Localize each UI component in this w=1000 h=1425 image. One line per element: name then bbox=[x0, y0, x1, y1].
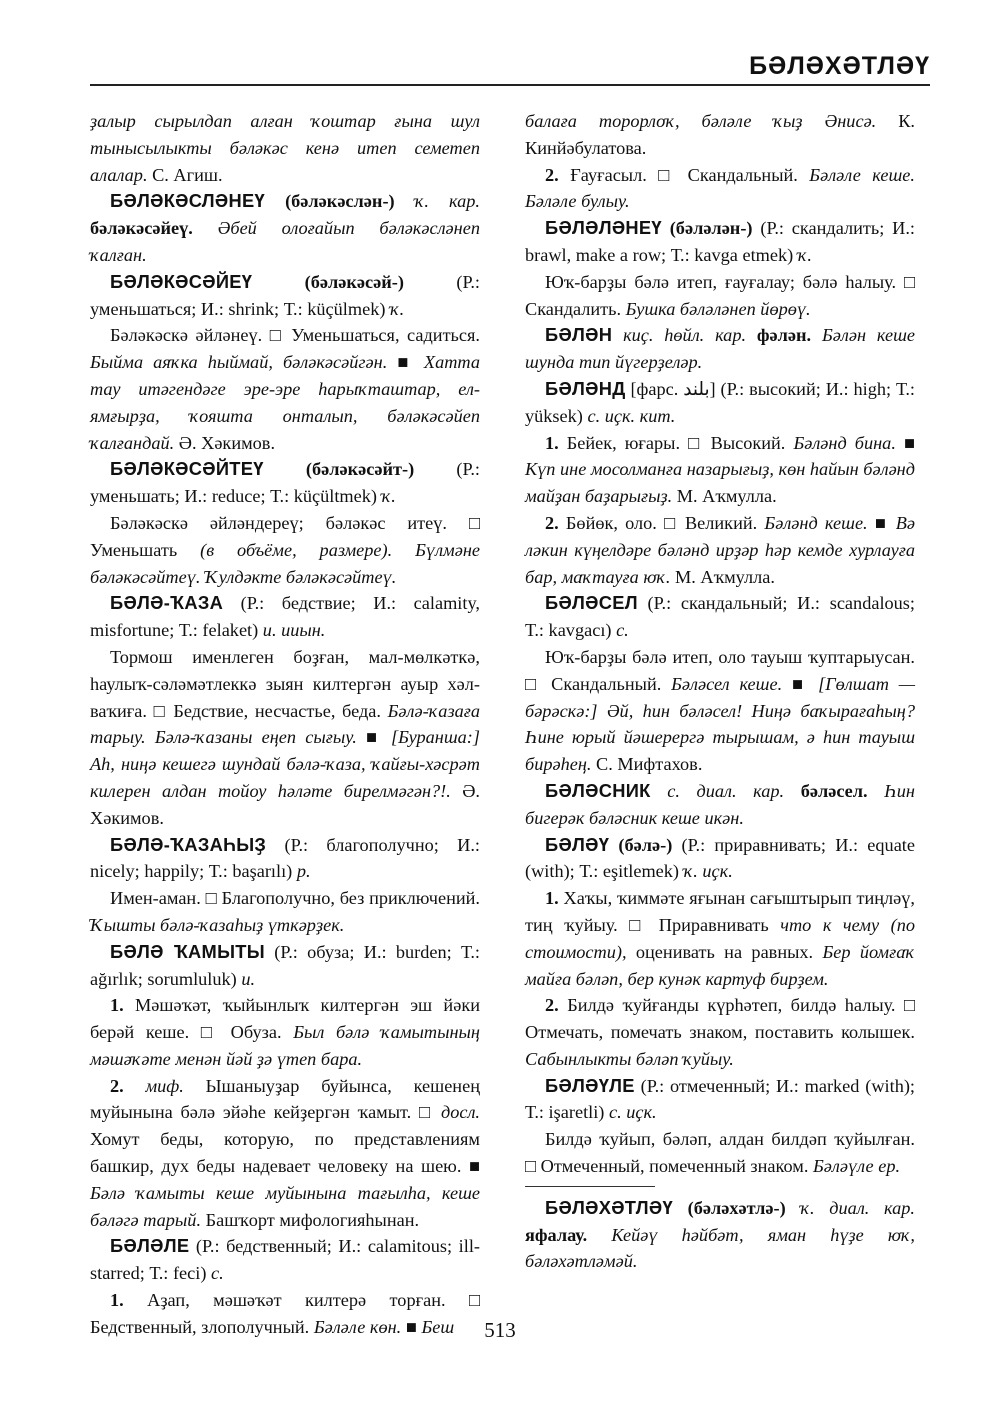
text-run: ҡ. кар. bbox=[414, 191, 480, 212]
text-run: и. ииын. bbox=[262, 620, 326, 641]
text-run: Билдә ҡуйғанды күрһәтеп, билдә һалыу. □ Отмечать, помечать знаком, поставить колышек. bbox=[525, 995, 915, 1043]
headword: БӘЛӘКӘСӘЙТЕҮ bbox=[110, 458, 264, 480]
text-run: Бәләкәскә әйләнеү. □ Уменьшаться, садиться. bbox=[110, 325, 480, 346]
text-run: (Р.: приравнивать; И.: equate (with); Т.: eşitlemek) bbox=[525, 834, 916, 882]
text-run: Бүлмәне бәләкәсәйтеү. Ҡулдәкте бәләкәсәйтеү. bbox=[90, 539, 480, 587]
text-run: (бәләхәтлә-) bbox=[672, 1197, 801, 1218]
dictionary-entry bbox=[90, 188, 480, 268]
text-run: с. bbox=[211, 1263, 224, 1284]
text-run: 2. bbox=[110, 1075, 124, 1096]
text-run: (бәләкәслән-) bbox=[264, 191, 415, 212]
definition-paragraph bbox=[90, 510, 480, 590]
text-run: 2. bbox=[545, 995, 559, 1016]
text-run: С. Мифтахов. bbox=[591, 754, 703, 775]
text-run: Беш bbox=[421, 1316, 455, 1337]
text-run: миф. bbox=[145, 1075, 184, 1096]
text-run: Ә. Хәкимов. bbox=[174, 432, 276, 453]
text-run: Сабынлыкты бәләп ҡуйыу. bbox=[525, 1048, 734, 1069]
dictionary-entry bbox=[525, 1073, 915, 1127]
text-run: 1. bbox=[110, 995, 124, 1016]
text-run: Бәләсел кеше. bbox=[671, 673, 783, 694]
definition-paragraph bbox=[525, 885, 915, 992]
text-run: ҡ. диал. кар. bbox=[800, 1197, 915, 1218]
right-column bbox=[525, 108, 915, 1275]
text-run bbox=[612, 325, 623, 345]
definition-paragraph bbox=[525, 430, 915, 510]
headword: БӘЛӘҮ bbox=[545, 833, 610, 855]
left-column bbox=[90, 108, 480, 1341]
text-run: Бәлән кеше шунда тип йүгерҙеләр. bbox=[525, 325, 915, 373]
page-number: 513 bbox=[484, 1318, 516, 1342]
dictionary-entry bbox=[90, 1233, 480, 1287]
text-run: Бер йомғаҡ майға бәләп, бер кунәк картуф бирҙем. bbox=[525, 941, 915, 989]
text-run: Юҡ-барҙы бәлә итеп, ғауғалау; бәлә һалыу. □ Скандалить. bbox=[525, 271, 915, 319]
text-run: Ә. Хәкимов. bbox=[90, 780, 480, 828]
text-run: Был бәлә ҡамытының мәшәҡәте менән йәй ҙә үтеп бара. bbox=[90, 1022, 480, 1069]
text-run: Билдә ҡуйып, бәләп, алдан билдәп ҡуйылған. □ Отмеченный, помеченный знаком. bbox=[525, 1129, 915, 1177]
dictionary-entry bbox=[525, 376, 915, 430]
dictionary-entry bbox=[90, 269, 480, 323]
text-run: Бәләле кеше. Бәләле булыу. bbox=[525, 164, 915, 212]
text-run: ҡ. bbox=[390, 298, 405, 319]
dictionary-entry bbox=[525, 322, 915, 376]
text-run: (в объёме, размере). bbox=[200, 539, 393, 560]
headword: БӘЛӘХӘТЛӘҮ bbox=[545, 1196, 673, 1218]
text-run bbox=[651, 781, 668, 801]
dictionary-entry bbox=[525, 590, 915, 644]
text-run: 2. bbox=[545, 164, 559, 185]
text-run: [фарс. بلند] (Р.: высокий; И.: high; Т.: yüksek) bbox=[525, 378, 916, 426]
dictionary-entry bbox=[90, 590, 480, 644]
text-run: (Р.: обуза; И.: burden; Т.: ağırlık; sorumluluk) bbox=[90, 941, 481, 989]
text-run: р. bbox=[296, 861, 311, 882]
text-run: Бәлә-ҡазаға тарыу. Бәлә-ҡазаны еңеп сығыу. bbox=[90, 700, 480, 748]
text-run: Хаҡы, ҡиммәте яғынан сағыштырып тиңләү, тиң ҡуйыу. □ Приравнивать bbox=[525, 888, 915, 935]
section-divider bbox=[525, 1186, 655, 1187]
text-run: балаға торорлоҡ, бәләле ҡыҙ Әнисә. bbox=[525, 111, 877, 131]
text-run: Хомут беды, которую, по представлениям башкир, дух беды надевает человеку на шею. ■ bbox=[90, 1129, 480, 1177]
text-run: Бәлә ҡамыты кеше муйынына тағылһа, кеше бәләгә тарый. bbox=[90, 1182, 480, 1230]
headword: БӘЛӘЛӘНЕҮ bbox=[545, 217, 662, 239]
definition-paragraph bbox=[525, 269, 915, 323]
text-run: Ышаныуҙар буйынса, кешенең муйынына бәлә эйәһе кейҙергән ҡамыт. □ bbox=[90, 1075, 480, 1123]
text-run: Ҡышты бәлә-ҡазаһыҙ үткәрҙек. bbox=[90, 914, 345, 935]
text-run: ҡ. иҫк. bbox=[683, 861, 733, 882]
text-run: 1. bbox=[110, 1290, 124, 1311]
text-run: [Гөлшат — бәрәскә:] Әй, һин бәләсел! Ниңә баҡырағаһың? Һине юрый йәшерергә тырышам, ә һин тауыш бирәһең. bbox=[525, 673, 915, 775]
text-run: [Буранша:] Ah, ниңә кешегә шундай бәлә-ҡаза, ҡайғы-хәсрәт килерен алдан тойоу һәләте бирелмәгән?!. bbox=[90, 727, 480, 801]
headword: БӘЛӘ-ҠАЗА bbox=[110, 592, 224, 614]
text-run: (Р.: скандалить; И.: brawl, make a row; Т.: kavga etmek) bbox=[525, 218, 915, 265]
text-run: бәләсел. bbox=[800, 780, 868, 801]
headword: БӘЛӘ-ҠАЗАҺЫҘ bbox=[110, 833, 267, 855]
text-run bbox=[124, 1076, 146, 1096]
definition-paragraph bbox=[525, 510, 915, 590]
definition-paragraph bbox=[525, 644, 915, 778]
text-run: с. bbox=[616, 620, 629, 641]
text-run: оценивать на равных. bbox=[626, 941, 823, 962]
dictionary-entry bbox=[525, 1195, 915, 1275]
headword: БӘЛӘЛЕ bbox=[110, 1235, 190, 1257]
text-run: ■ bbox=[401, 1316, 422, 1337]
text-run: М. Аҡмулла. bbox=[672, 486, 777, 507]
text-run: с. иҫк. кит. bbox=[587, 405, 676, 426]
text-run: с. диал. кар. bbox=[667, 780, 785, 801]
text-run: Вә ләкин күңелдәре бәләнд ирҙәр һәр кемде хурлауға бар, маҡтауға юҡ. bbox=[525, 512, 915, 587]
headword: БӘЛӘКӘСӘЙЕҮ bbox=[110, 270, 253, 292]
definition-paragraph bbox=[90, 322, 480, 456]
text-run: Быйма аяҡка һыймай, бәләкәсәйгән. bbox=[90, 352, 388, 373]
text-run: что к чему (по стоимости), bbox=[525, 914, 915, 962]
text-run: Бейек, юғары. □ Высокий. bbox=[558, 432, 794, 453]
text-run bbox=[784, 781, 801, 801]
text-run: досл. bbox=[440, 1102, 480, 1123]
definition-paragraph bbox=[90, 885, 480, 939]
headword: БӘЛӘНД bbox=[545, 377, 626, 399]
definition-paragraph bbox=[90, 644, 480, 832]
text-run: Бәләкәскә әйләндереү; бәләкәс итеү. □ Уменьшать bbox=[90, 512, 480, 560]
text-run: С. Агиш. bbox=[147, 164, 223, 185]
text-run: Күп ине мосолманға назарығыҙ, көн һайын бәләнд майҙан баҙарығыҙ. bbox=[525, 459, 916, 507]
text-run: 1. bbox=[545, 432, 559, 453]
text-run bbox=[868, 781, 885, 801]
text-run: киҫ. һөйл. кар. bbox=[623, 325, 747, 346]
text-run: и. bbox=[241, 968, 256, 989]
text-run: фәлән. bbox=[756, 325, 812, 346]
dictionary-entry bbox=[90, 832, 480, 886]
text-run: бәләкәсәйеү. bbox=[90, 218, 193, 239]
text-run: Мәшәҡәт, ҡыйынлыҡ килтергән эш йәки берәй кеше. □ Обуза. bbox=[90, 995, 480, 1043]
text-run: (Р.: бедствие; И.: calamity, misfortune; Т.: felaket) bbox=[90, 593, 480, 641]
dictionary-entry bbox=[525, 215, 915, 269]
text-run: (бәләкәсәйт-) bbox=[263, 459, 457, 480]
text-run: Тормош именлеген боҙған, мал-мөлкәткә, һаулыҡ-сәләмәтлеккә зыян килтергән ауыр хәл-ваҡиға. □ Бедствие, несчастье, беда. bbox=[90, 646, 480, 721]
text-run: К. Кинйәбулатова. bbox=[525, 111, 915, 158]
text-run: ҡ. bbox=[797, 244, 813, 265]
headword: БӘЛӘСНИК bbox=[545, 779, 651, 801]
text-run: (Р.: уменьшаться; И.: shrink; Т.: küçülmek) bbox=[90, 271, 480, 319]
entry-continuation bbox=[525, 108, 915, 162]
text-run: Бәләле көн. bbox=[313, 1316, 402, 1337]
dictionary-entry bbox=[90, 939, 480, 993]
text-run: Бушка бәләләнеп йөрөү. bbox=[625, 298, 811, 319]
running-head: БӘЛӘХӘТЛӘҮ bbox=[749, 52, 930, 80]
text-run: Башҡорт мифологияһынан. bbox=[201, 1209, 420, 1230]
dictionary-entry bbox=[90, 456, 480, 510]
headword: БӘЛӘ ҠАМЫТЫ bbox=[110, 940, 265, 962]
text-run: 2. bbox=[545, 512, 559, 533]
headword: БӘЛӘН bbox=[545, 324, 613, 346]
text-run: (Р.: благополучно; И.: nicely; happily; Т.: başarılı) bbox=[90, 834, 480, 882]
definition-paragraph bbox=[525, 162, 915, 216]
text-run: Әбей олоғайып бәләкәсләнеп ҡалған. bbox=[90, 218, 480, 265]
text-run: (бәлә-) bbox=[609, 834, 682, 855]
text-run: 1. bbox=[545, 888, 559, 909]
text-run: Бәләнд бина. bbox=[793, 432, 896, 453]
text-run: Юҡ-барҙы бәлә итеп, оло тауыш ҡуптарыусан. □ Скандальный. bbox=[525, 646, 915, 694]
text-run bbox=[746, 325, 757, 345]
text-run: (Р.: бедственный; И.: calamitous; ill-starred; Т.: feci) bbox=[90, 1236, 480, 1284]
text-run: ҡ. bbox=[381, 486, 396, 507]
text-run: (бәләкәсәй-) bbox=[252, 271, 457, 292]
dictionary-entry bbox=[525, 778, 915, 832]
text-run: (бәләлән-) bbox=[661, 218, 761, 239]
text-run bbox=[392, 540, 415, 560]
text-run: (Р.: уменьшать; И.: reduce; Т.: küçültmek) bbox=[90, 459, 480, 507]
definition-paragraph bbox=[90, 1073, 480, 1234]
text-run: яфалау. bbox=[525, 1224, 588, 1245]
text-run bbox=[587, 1225, 611, 1245]
text-run: М. Аҡмулла. bbox=[670, 566, 775, 587]
text-run: Кейәү һәйбәт, яман һүҙе юҡ, бәләхәтләмәй. bbox=[525, 1224, 915, 1272]
text-run: ■ bbox=[867, 512, 896, 533]
text-run: Бәләүле ер. bbox=[813, 1156, 901, 1177]
text-run: ■ bbox=[387, 352, 424, 373]
entry-continuation bbox=[90, 108, 480, 188]
text-run: Һин бигерәк бәләсник кеше икән. bbox=[525, 780, 915, 828]
text-run: ■ bbox=[782, 673, 819, 694]
definition-paragraph bbox=[525, 992, 915, 1072]
text-run: ҙалыр сырылдап алған ҡоштар ғына шул тынысылыкты бәләкәс кенә итеп семетеп алалар. bbox=[90, 111, 480, 185]
text-run: с. иҫк. bbox=[608, 1102, 657, 1123]
dictionary-entry bbox=[525, 832, 915, 886]
text-run: Ғауғасыл. □ Скандальный. bbox=[558, 164, 810, 185]
text-run: Бөйөк, оло. □ Великий. bbox=[558, 512, 765, 533]
text-run: Имен-аман. □ Благополучно, без приключений. bbox=[110, 888, 480, 909]
headword: БӘЛӘКӘСЛӘНЕҮ bbox=[110, 190, 265, 212]
text-run bbox=[811, 325, 822, 345]
text-run: (Р.: скандальный; И.: scandalous; Т.: kavgacı) bbox=[525, 593, 915, 641]
text-run: Хатта тау итәгендәге эре-эре һарыҡташтар, ел-ямғырҙа, ҡояшта онталып, бәләкәсәйеп ҡалғандай. bbox=[90, 352, 480, 453]
definition-paragraph bbox=[525, 1126, 915, 1180]
headword: БӘЛӘСЕЛ bbox=[545, 592, 638, 614]
definition-paragraph bbox=[90, 992, 480, 1072]
text-run: (Р.: отмеченный; И.: marked (with); Т.: işaretli) bbox=[525, 1075, 915, 1123]
text-run: Бәләнд кеше. bbox=[764, 512, 868, 533]
text-run: ■ bbox=[895, 432, 915, 453]
headword: БӘЛӘҮЛЕ bbox=[545, 1074, 635, 1096]
text-run: Аҙап, мәшәҡәт килтерә торған. □ Бедственный, злополучный. bbox=[90, 1290, 480, 1337]
text-run: ■ bbox=[356, 727, 391, 748]
page-header bbox=[90, 52, 930, 86]
